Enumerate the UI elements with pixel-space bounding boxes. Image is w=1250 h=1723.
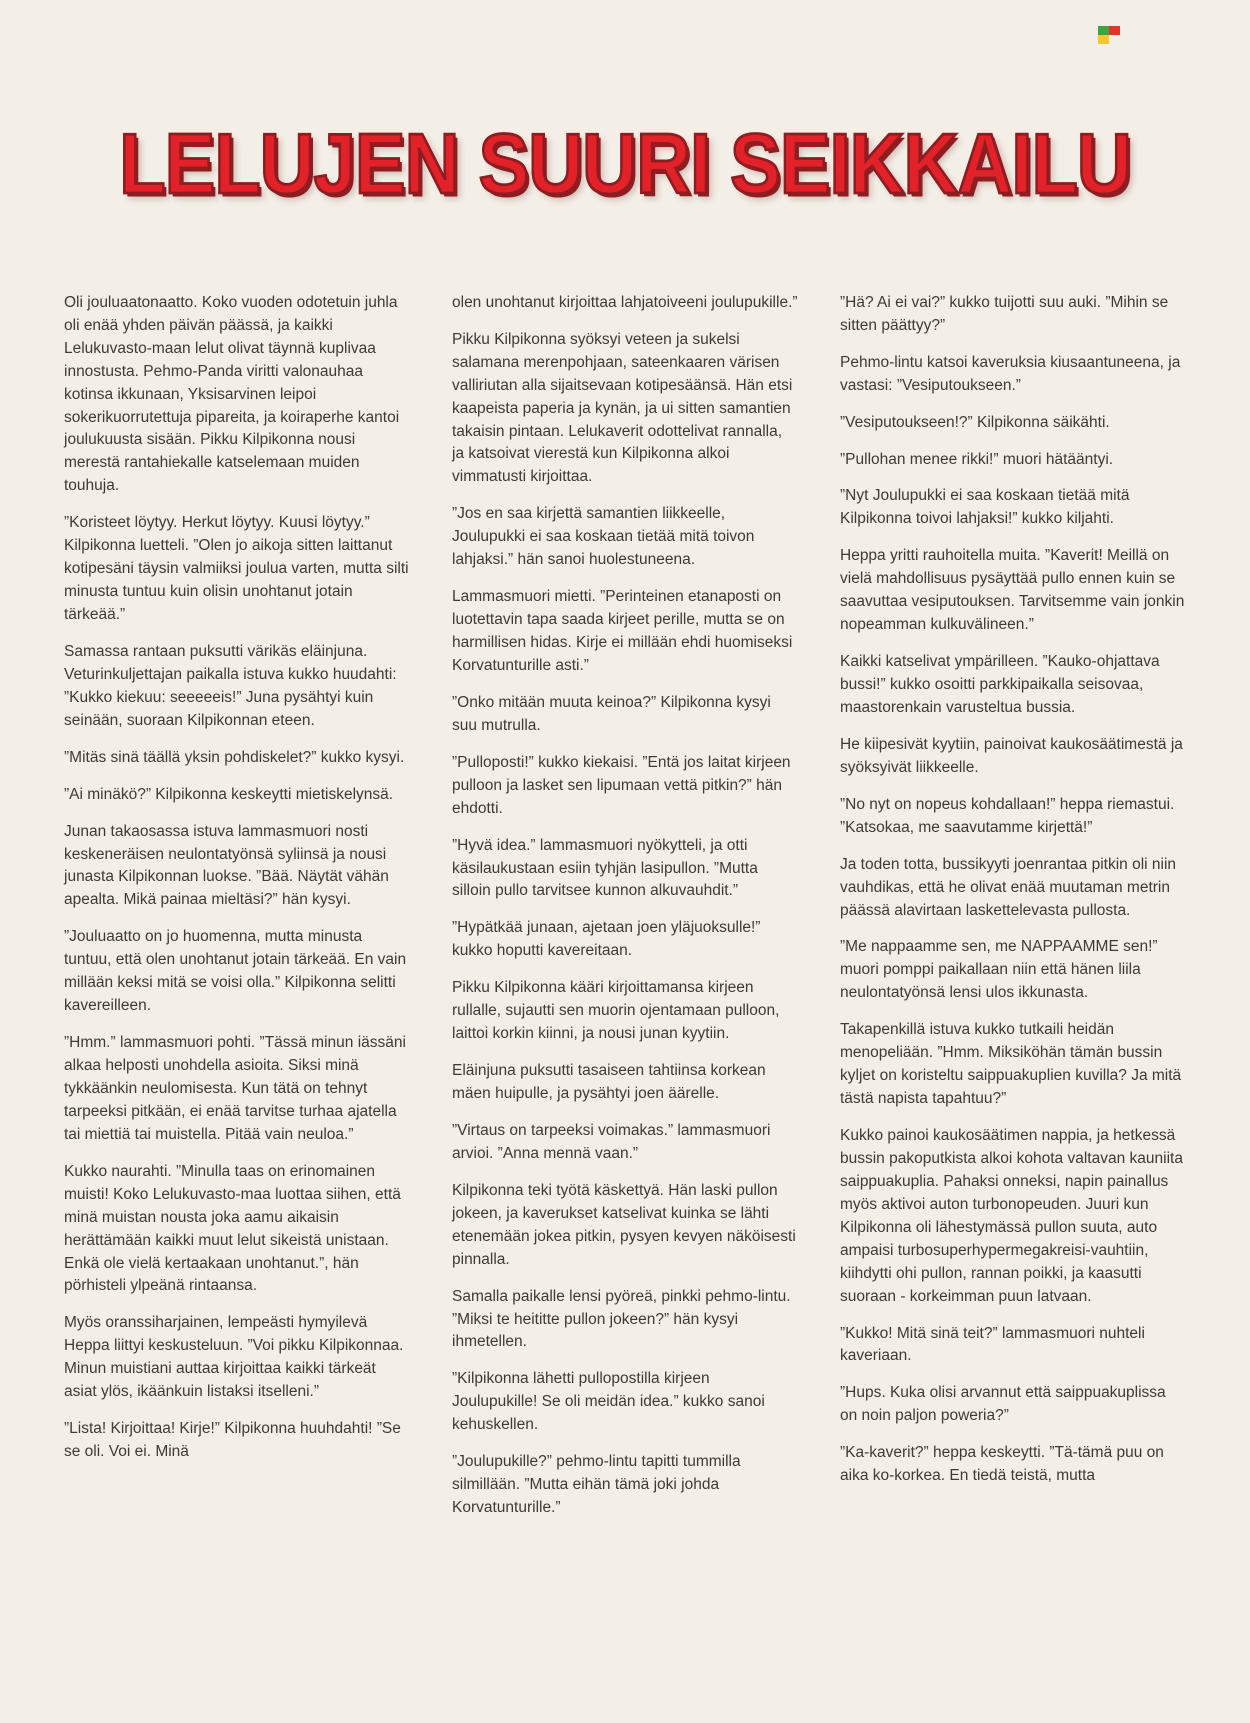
- story-column-2: [452, 292, 798, 1534]
- paragraph: ”Me nappaamme sen, me NAPPAAMME sen!” muori pomppi paikallaan niin että hänen liila neulontatyönsä lensi ulos ikkunasta.: [840, 938, 1158, 1002]
- paragraph: ”Virtaus on tarpeeksi voimakas.” lammasmuori arvioi. ”Anna mennä vaan.”: [452, 1121, 771, 1162]
- brand-logo: [1098, 26, 1120, 44]
- paragraph: ”Kukko! Mitä sinä teit?” lammasmuori nuhteli kaveriaan.: [840, 1324, 1145, 1365]
- paragraph: ”Pullohan menee rikki!” muori hätääntyi.: [840, 450, 1114, 468]
- paragraph: Junan takaosassa istuva lammasmuori nosti keskeneräisen neulontatyönsä syliinsä ja nousi junasta Kilpikonnan luokse. ”Bää. Näytät vähän apealta. Mikä painaa mieltäsi?” hän kysyi.: [64, 822, 389, 909]
- paragraph: ”Hups. Kuka olisi arvannut että saippuakuplissa on noin paljon poweria?”: [840, 1384, 1166, 1425]
- brand-logo-cell: [1109, 26, 1120, 35]
- paragraph: He kiipesivät kyytiin, painoivat kaukosäätimestä ja syöksyivät liikkeelle.: [840, 735, 1183, 776]
- paragraph: ”Hypätkää junaan, ajetaan joen yläjuoksulle!” kukko hoputti kavereitaan.: [452, 919, 761, 960]
- title-area: [64, 76, 1186, 254]
- paragraph: Heppa yritti rauhoitella muita. ”Kaverit! Meillä on vielä mahdollisuus pysäyttää pullo ennen kuin se saavuttaa vesiputouksen. Tarvitsemme vain jonkin nopeamman kulkuvälineen.”: [840, 547, 1185, 634]
- paragraph: ”Pulloposti!” kukko kiekaisi. ”Entä jos laitat kirjeen pulloon ja lasket sen lipumaan vettä pitkin?” hän ehdotti.: [452, 753, 791, 817]
- paragraph: Oli jouluaatonaatto. Koko vuoden odotetuin juhla oli enää yhden päivän päässä, ja kaikki Lelukuvasto-maan lelut olivat täynnä kuplivaa innostusta. Pehmo-Panda viritti valonauhaa kotinsa ikkunaan, Yksisarvinen leipoi sokerikuorrutettuja pipareita, ja koiraperhe kantoi joulukuusta sisään. Pikku Kilpikonna nousi merestä rantahiekalle katselemaan muiden touhuja.: [64, 293, 400, 495]
- paragraph: ”Joulupukille?” pehmo-lintu tapitti tummilla silmillään. ”Mutta eihän tämä joki johda Korvatunturille.”: [452, 1453, 741, 1517]
- story-column-3: [840, 292, 1186, 1534]
- paragraph: Takapenkillä istuva kukko tutkaili heidän menopeliään. ”Hmm. Miksiköhän tämän bussin kyljet on koristeltu saippuakuplien kuvilla? Ja mitä tästä napista tapahtuu?”: [840, 1021, 1182, 1108]
- paragraph: Pikku Kilpikonna syöksyi veteen ja sukelsi salamana merenpohjaan, sateenkaaren värisen valliriutan alla sijaitsevaan kotipesäänsä. Hän etsi kaapeista paperia ja kynän, ja ui sitten samantien takaisin pintaan. Lelukaverit odottelivat rannalla, ja katsoivat vierestä kun Kilpikonna alkoi vimmatusti kirjoittaa.: [452, 330, 793, 486]
- paragraph: ”No nyt on nopeus kohdallaan!” heppa riemastui. ”Katsokaa, me saavutamme kirjettä!”: [840, 795, 1175, 836]
- paragraph: Pikku Kilpikonna kääri kirjoittamansa kirjeen rullalle, sujautti sen muorin ojentamaan pulloon, laittoi korkin kiinni, ja nousi junan kyytiin.: [452, 979, 780, 1043]
- paragraph: Samassa rantaan puksutti värikäs eläinjuna. Veturinkuljettajan paikalla istuva kukko huudahti: ”Kukko kiekuu: seeeeeis!” Juna pysähtyi kuin seinään, suoraan Kilpikonnan eteen.: [64, 642, 397, 729]
- story-column-1: [64, 292, 410, 1534]
- paragraph: Lammasmuori mietti. ”Perinteinen etanaposti on luotettavin tapa saada kirjeet perille, mutta se on harmillisen hidas. Kirje ei millään ehdi huomiseksi Korvatunturille asti.”: [452, 588, 793, 674]
- paragraph: ”Vesiputoukseen!?” Kilpikonna säikähti.: [840, 413, 1110, 431]
- paragraph: ”Jos en saa kirjettä samantien liikkeelle, Joulupukki ei saa koskaan tietää mitä toivon lahjaksi.” hän sanoi huolestuneena.: [452, 505, 755, 569]
- page-title: LELUJEN SUURI SEIKKAILU: [119, 116, 1131, 212]
- paragraph: ”Lista! Kirjoittaa! Kirje!” Kilpikonna huuhdahti! ”Se se oli. Voi ei. Minä: [64, 1420, 401, 1461]
- paragraph: Ja toden totta, bussikyyti joenrantaa pitkin oli niin vauhdikas, että he olivat enää muutaman metrin päässä alavirtaan laskettelevasta pullosta.: [840, 855, 1177, 919]
- paragraph: Kaikki katselivat ympärilleen. ”Kauko-ohjattava bussi!” kukko osoitti parkkipaikalla seisovaa, maastorenkain varusteltua bussia.: [840, 653, 1160, 716]
- paragraph: ”Hmm.” lammasmuori pohti. ”Tässä minun iässäni alkaa helposti unohdella asioita. Siksi minä tykkäänkin neulomisesta. Kun tätä on tehnyt tarpeeksi pitkään, ei enää tarvitse turhaa ajatella tai miettiä tai muistella. Pitää vain neuloa.”: [64, 1034, 406, 1143]
- paragraph: ”Mitäs sinä täällä yksin pohdiskelet?” kukko kysyi.: [64, 748, 405, 766]
- paragraph: ”Ai minäkö?” Kilpikonna keskeytti mietiskelynsä.: [64, 785, 394, 803]
- paragraph: Pehmo-lintu katsoi kaveruksia kiusaantuneena, ja vastasi: ”Vesiputoukseen.”: [840, 353, 1181, 394]
- paragraph: olen unohtanut kirjoittaa lahjatoiveeni joulupukille.”: [452, 293, 798, 311]
- paragraph: Myös oranssiharjainen, lempeästi hymyilevä Heppa liittyi keskusteluun. ”Voi pikku Kilpikonnaa. Minun muistiani auttaa kirjoittaa kaikki tärkeät asiat ylös, ikäänkuin listaksi itselleni.”: [64, 1314, 404, 1401]
- paragraph: ”Ka-kaverit?” heppa keskeytti. ”Tä-tämä puu on aika ko-korkea. En tiedä teistä, mutta: [840, 1444, 1164, 1485]
- paragraph: Eläinjuna puksutti tasaiseen tahtiinsa korkean mäen huipulle, ja pysähtyi joen äärelle.: [452, 1062, 766, 1102]
- paragraph: ”Hä? Ai ei vai?” kukko tuijotti suu auki. ”Mihin se sitten päättyy?”: [840, 293, 1169, 334]
- story-columns: [64, 292, 1186, 1534]
- brand-logo-cell: [1098, 26, 1109, 35]
- paragraph: Samalla paikalle lensi pyöreä, pinkki pehmo-lintu. ”Miksi te heititte pullon jokeen?” hän kysyi ihmetellen.: [452, 1287, 791, 1351]
- paragraph: Kukko painoi kaukosäätimen nappia, ja hetkessä bussin pakoputkista alkoi kohota valtavan kauniita saippuakuplia. Pahaksi onneksi, napin painallus myös aktivoi auton turbonopeuden. Juuri kun Kilpikonna oli lähestymässä pullon suuta, auto ampaisi turbosuperhypermegakreisi-vauhtiin, kiihdytti ohi pullon, rannan poikki, ja kaasutti suoraan - korkeimman puun latvaan.: [840, 1127, 1183, 1305]
- paragraph: Kilpikonna teki työtä käskettyä. Hän laski pullon jokeen, ja kaverukset katselivat kuinka se lähti etenemään jokea pitkin, pysyen kevyen näköisesti pinnalla.: [452, 1181, 796, 1268]
- paragraph: Kukko naurahti. ”Minulla taas on erinomainen muisti! Koko Lelukuvasto-maa luottaa siihen, että minä muistan nousta joka aamu aikaisin herättämään kaikki muut lelut sikeistä unistaan. Enkä ole vielä kertaakaan unohtanut.”, hän pörhisteli ylpeänä rintaansa.: [64, 1162, 401, 1295]
- paragraph: ”Kilpikonna lähetti pullopostilla kirjeen Joulupukille! Se oli meidän idea.” kukko sanoi kehuskellen.: [452, 1370, 765, 1434]
- brand-logo-cell: [1098, 35, 1109, 44]
- paragraph: ”Koristeet löytyy. Herkut löytyy. Kuusi löytyy.” Kilpikonna luetteli. ”Olen jo aikoja sitten laittanut kotipesäni täysin valmiiksi joulua varten, mutta silti minusta tuntuu kuin olisin unohtanut jotain tärkeää.”: [64, 514, 409, 623]
- brand-logo-cell: [1109, 35, 1120, 44]
- paragraph: ”Jouluaatto on jo huomenna, mutta minusta tuntuu, että olen unohtanut jotain tärkeää. En vain millään keksi mitä se voisi olla.” Kilpikonna selitti kavereilleen.: [64, 928, 407, 1015]
- paragraph: ”Onko mitään muuta keinoa?” Kilpikonna kysyi suu mutrulla.: [452, 693, 771, 734]
- paragraph: ”Nyt Joulupukki ei saa koskaan tietää mitä Kilpikonna toivoi lahjaksi!” kukko kiljahti.: [840, 487, 1130, 528]
- paragraph: ”Hyvä idea.” lammasmuori nyökytteli, ja otti käsilaukustaan esiin tyhjän lasipullon. ”Mutta silloin pullo tarvitsee kunnon alkuvauhdit.”: [452, 836, 758, 900]
